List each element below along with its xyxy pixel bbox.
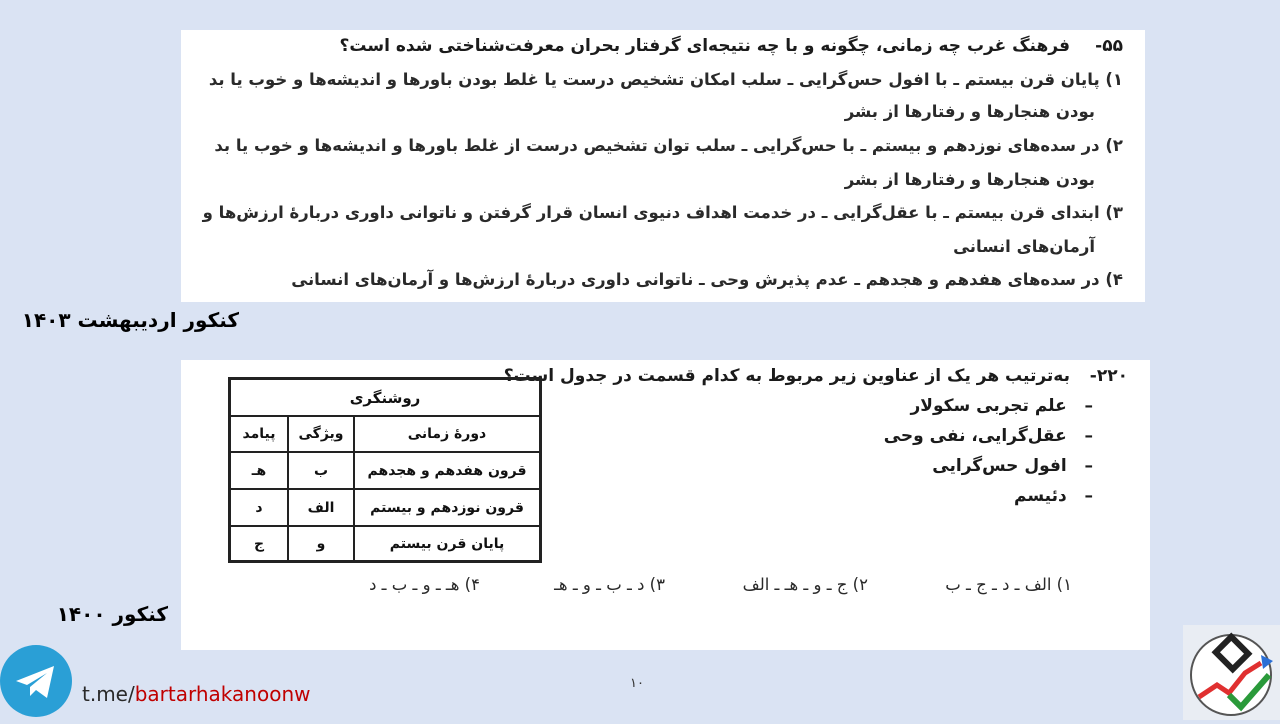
q220-answer-1: ۱) الف ـ د ـ ج ـ ب (945, 575, 1072, 594)
exam-label-1400: کنکور ۱۴۰۰ (56, 602, 168, 626)
table-header-period: دورهٔ زمانی (354, 416, 540, 452)
q55-option-2-line2: بودن هنجارها و رفتارها از بشر (844, 170, 1095, 189)
item-text: دئیسم (1014, 486, 1067, 506)
enlightenment-table (228, 377, 542, 563)
q220-item-4 (1014, 486, 1093, 506)
link-prefix: t.me/ (82, 682, 135, 706)
table-row-2-feature: الف (288, 489, 354, 526)
q220-item-3 (932, 456, 1093, 476)
item-dash: – (1084, 396, 1093, 416)
q220-item-1 (911, 396, 1094, 416)
question-55-card (181, 30, 1145, 302)
telegram-plane-icon (0, 645, 72, 717)
question-55-number: ۵۵- (1095, 36, 1123, 56)
item-dash: – (1084, 456, 1093, 476)
table-row-3-period: پایان قرن بیستم (354, 526, 540, 561)
q220-answer-2: ۲) ج ـ و ـ هـ ـ الف (742, 575, 868, 594)
question-55-text: فرهنگ غرب چه زمانی، چگونه و با چه نتیجه‌ای گرفتار بحران معرفت‌شناختی شده است؟ (339, 36, 1070, 56)
item-text: افول حس‌گرایی (932, 456, 1067, 476)
item-text: علم تجربی سکولار (910, 396, 1067, 416)
q55-option-2-line1: ۲) در سده‌های نوزدهم و بیستم ـ با حس‌گرایی ـ سلب توان تشخیص درست از غلط باورها و اندیشه‌ها و خوب یا بد (214, 136, 1123, 155)
question-220-number: ۲۲۰- (1089, 366, 1128, 386)
table-row-1-feature: ب (288, 452, 354, 489)
table-header-feature: ویژگی (288, 416, 354, 452)
item-text: عقل‌گرایی، نفی وحی (883, 426, 1067, 446)
q55-option-4-line1: ۴) در سده‌های هفدهم و هجدهم ـ عدم پذیرش وحی ـ ناتوانی داوری دربارهٔ ارزش‌ها و آرمان‌های انسانی (291, 270, 1123, 289)
table-row-2-period: قرون نوزدهم و بیستم (354, 489, 540, 526)
q220-answer-4: ۴) هـ ـ و ـ ب ـ د (369, 575, 480, 594)
q55-option-3-line1: ۳) ابتدای قرن بیستم ـ با عقل‌گرایی ـ در خدمت اهداف دنیوی انسان قرار گرفتن و ناتوانی داوری دربارهٔ ارزش‌ها و (202, 203, 1123, 222)
link-channel-name: bartarhakanoonw (134, 682, 311, 706)
table-header-consequence: پیامد (230, 416, 288, 452)
item-dash: – (1084, 486, 1093, 506)
telegram-icon[interactable] (0, 645, 72, 717)
q220-item-2 (884, 426, 1093, 446)
question-220-text: به‌ترتیب هر یک از عناوین زیر مربوط به کدام قسمت در جدول است؟ (503, 366, 1070, 386)
page-number: ۱۰ (630, 676, 644, 691)
q55-option-3-line2: آرمان‌های انسانی (953, 237, 1095, 256)
table-row-3-feature: و (288, 526, 354, 561)
brand-logo (1183, 625, 1280, 720)
exam-label-1403: کنکور اردیبهشت ۱۴۰۳ (21, 308, 239, 332)
table-title: روشنگری (230, 379, 540, 416)
table-row-2-consequence: د (230, 489, 288, 526)
table-row-1-period: قرون هفدهم و هجدهم (354, 452, 540, 489)
table-row-3-consequence: ج (230, 526, 288, 561)
item-dash: – (1084, 426, 1093, 446)
brand-logo-icon (1183, 625, 1280, 720)
q55-option-1-line1: ۱) پایان قرن بیستم ـ با افول حس‌گرایی ـ سلب امکان تشخیص درست یا غلط بودن باورها و اندیشه‌ها و خوب یا بد (208, 70, 1123, 89)
q55-option-1-line2: بودن هنجارها و رفتارها از بشر (844, 102, 1095, 121)
q220-answer-3: ۳) د ـ ب ـ و ـ هـ (554, 575, 665, 594)
question-220-card (181, 360, 1150, 650)
table-row-1-consequence: هـ (230, 452, 288, 489)
telegram-channel-link[interactable] (82, 682, 310, 706)
